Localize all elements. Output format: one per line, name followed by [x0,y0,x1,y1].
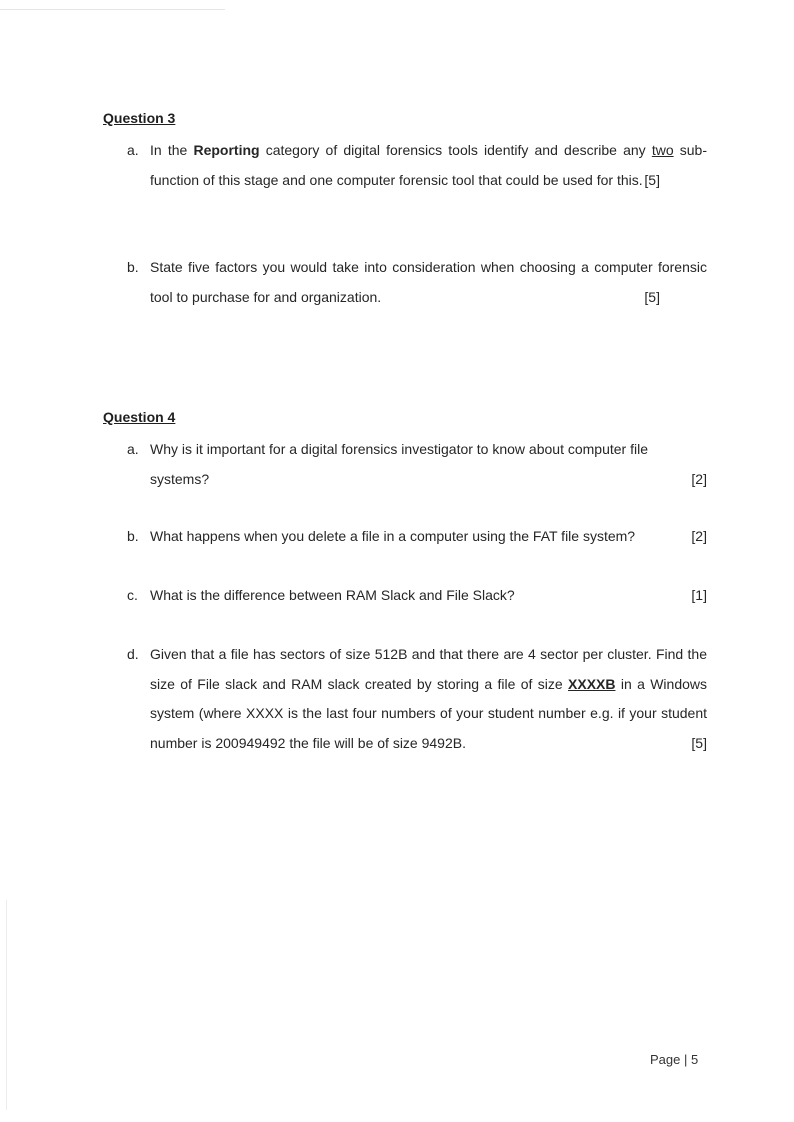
marks-badge: [2] [691,528,707,544]
question-3b-text: State five factors you would take into consideration when choosing a computer forensic tool to purchase for and organization. [5] [150,253,707,312]
question-3a [127,136,707,195]
question-3a-text: In the Reporting category of digital forensics tools identify and describe any two sub-function of this stage and one computer forensic tool that could be used for this. [5] [150,136,707,195]
question-4c [127,581,707,611]
scan-artifact-edge [6,900,7,1110]
marks-badge: [5] [644,288,660,305]
question-4a [127,435,707,494]
question-4b-text: What happens when you delete a file in a computer using the FAT file system? [2] [150,522,707,552]
question-4b [127,522,707,552]
question-4a-text: Why is it important for a digital forensics investigator to know about computer file systems? [2] [150,435,707,494]
item-letter: b. [127,528,139,544]
question-3b [127,253,707,312]
page-number: Page | 5 [650,1052,699,1067]
item-letter: a. [127,142,139,158]
item-letter: c. [127,587,138,603]
reporting-keyword: Reporting [193,142,260,158]
scan-artifact-line [0,9,225,10]
xxxxb-placeholder: XXXXB [568,675,616,692]
item-letter: d. [127,646,139,662]
marks-badge: [1] [691,587,707,603]
marks-badge: [2] [691,470,707,487]
question-4-heading: Question 4 [103,409,176,425]
question-4d-text: Given that a file has sectors of size 512B and that there are 4 sector per cluster. Find the size of File slack and RAM slack created by storing a file of size XXXXB in a Windows system (where XXXX is the last four numbers of your student number e.g. if your student number is 200949492 the file will be of size 9492B. [5] [150,640,707,758]
question-4c-text: What is the difference between RAM Slack and File Slack? [1] [150,581,707,611]
question-3-heading: Question 3 [103,110,176,126]
two-underlined: two [651,142,674,158]
marks-badge: [5] [644,171,660,188]
question-4d [127,640,707,758]
item-letter: a. [127,441,139,457]
marks-badge: [5] [691,734,707,751]
item-letter: b. [127,259,139,275]
